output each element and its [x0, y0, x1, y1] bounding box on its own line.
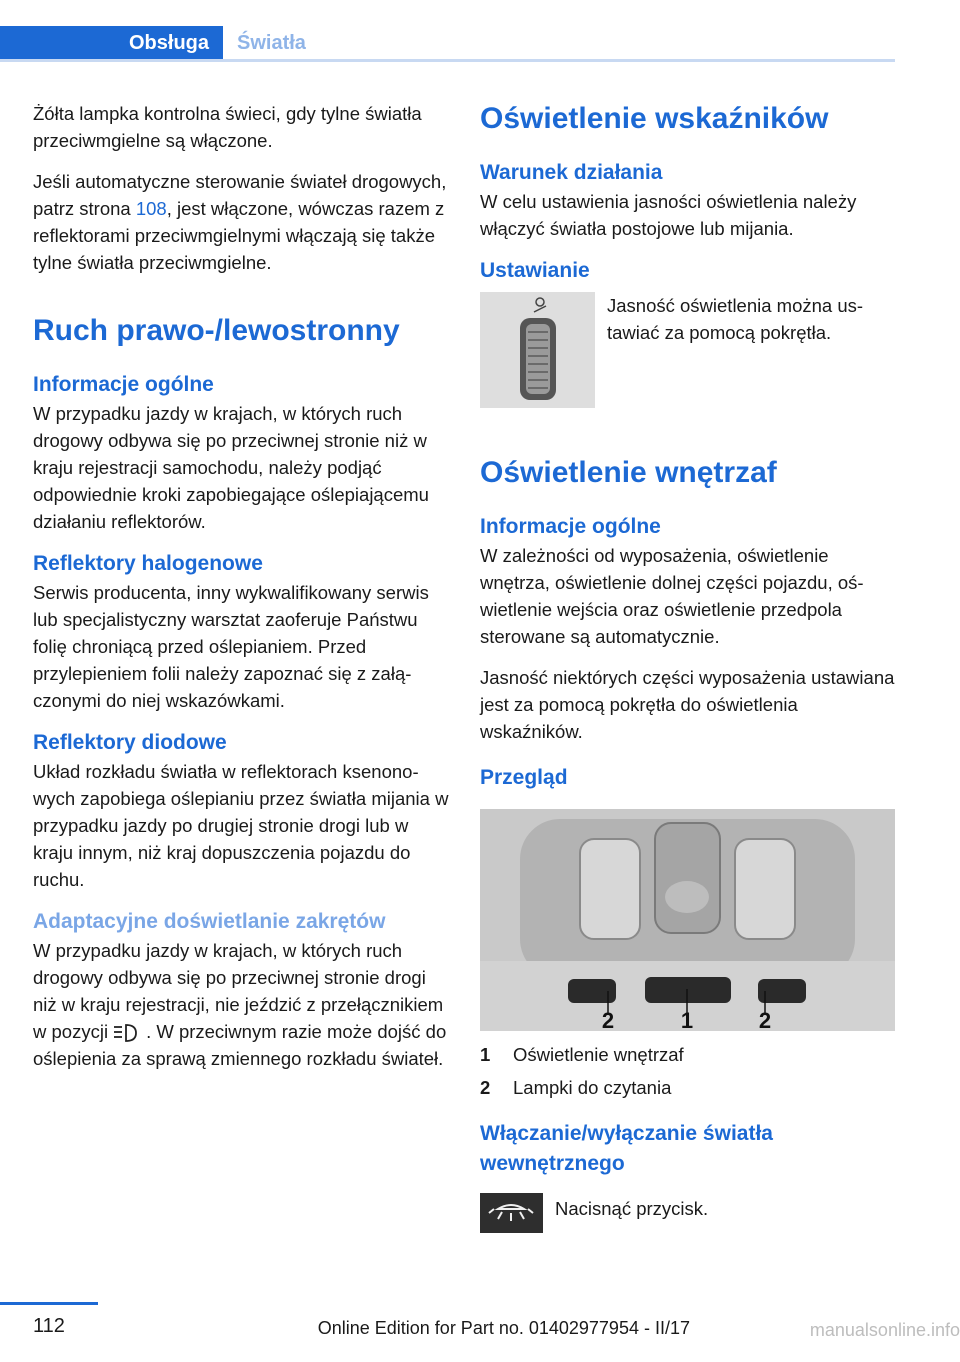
legend-item [480, 1041, 895, 1068]
paragraph-led: Układ rozkładu światła w reflektorach ksenonowych zapobiega oślepianiu przez światła mijania w przypadku jazdy po drugiej stronie drogi lub w kraju innym, niż kraj dopuszczenia pojazdu do ruchu. [33, 761, 449, 890]
headlight-beam-icon [112, 1021, 142, 1045]
legend-text: Oświetlenie wnętrzaf [513, 1044, 684, 1065]
heading-led: Reflektory diodowe [33, 731, 227, 754]
page-header [0, 0, 895, 62]
legend-text: Lampki do czytania [513, 1077, 672, 1098]
interior-light-button-icon [480, 1193, 543, 1233]
setting-row [480, 292, 895, 408]
callout-label: 2 [601, 1008, 615, 1031]
text: , jest włączone, wówczas razem z reflektorami przeciwmgielnymi włączają się także tylne światła przeciwmgielne. [33, 198, 445, 273]
paragraph-condition: W celu ustawienia jasności oświetlenia należy włączyć światła postojowe lub mijania. [480, 191, 857, 239]
dimmer-wheel-figure [480, 292, 595, 408]
page-number: 112 [33, 1315, 65, 1337]
overhead-console-figure [480, 809, 895, 1031]
heading-general-info-interior: Informacje ogólne [480, 515, 661, 538]
text: W przypadku jazdy w krajach, w których ruch drogowy odbywa się po przeciwnej stronie drogi niż w kraju rejestracji, nie jeździć z przełącznikiem w pozycji [33, 940, 444, 1042]
text: Jeśli automatyczne sterowanie świateł drogowych, patrz strona [33, 171, 447, 219]
switch-description: Nacisnąć przycisk. [555, 1198, 709, 1219]
heading-condition: Warunek działania [480, 161, 663, 184]
paragraph-adaptive [33, 937, 451, 1072]
paragraph-halogen: Serwis producenta, inny wykwalifikowany serwis lub specjalistyczny warsztat zaoferuje Państwu folię chroniącą przed oślepianiem. Przed przylepieniem folii należy zapoznać się z załączonymi do niej wskazówkami. [33, 582, 429, 711]
watermark: manualsonline.info [809, 1320, 960, 1340]
paragraph-fog-lamp: Żółta lampka kontrolna świeci, gdy tylne światła przeciwmgielne są włączone. [33, 103, 422, 151]
left-column [33, 100, 451, 1086]
legend-item [480, 1074, 895, 1101]
heading-interior-lighting: Oświetlenie wnętrzaf [480, 456, 777, 489]
heading-traffic-side: Ruch prawo-/lewostronny [33, 314, 400, 347]
header-divider [0, 59, 895, 62]
footer-rule [0, 1302, 98, 1305]
setting-description: Jasność oświetlenia można ustawiać za pomocą pokrętła. [607, 295, 864, 343]
legend-number: 2 [480, 1077, 491, 1098]
paragraph-general-info: W przypadku jazdy w krajach, w których ruch drogowy odbywa się po przeciwnej stronie niż w kraju rejestracji samochodu, należy podjąć odpowiednie kroki zapobiegające oślepiającemu działaniu reflektorów. [33, 403, 429, 532]
section-tab[interactable]: Światła [237, 32, 306, 54]
legend-number: 1 [480, 1044, 491, 1065]
heading-general-info: Informacje ogólne [33, 373, 214, 396]
heading-adaptive: Adaptacyjne doświetlanie zakrętów [33, 910, 386, 933]
page-link-108[interactable]: 108 [135, 198, 167, 219]
heading-overview: Przegląd [480, 766, 568, 789]
heading-halogen: Reflektory halogenowe [33, 552, 263, 575]
callout-label: 2 [758, 1008, 772, 1031]
edition-text: Online Edition for Part no. 01402977954 - II/17 [317, 1318, 690, 1338]
paragraph-interior-info-2: Jasność niektórych części wyposażenia ustawiana jest za pomocą pokrętła do oświetlenia wskaźników. [480, 667, 895, 742]
chapter-tab[interactable]: Obsługa [0, 26, 223, 60]
figure-legend [480, 1041, 895, 1101]
right-column [480, 100, 895, 1233]
heading-setting: Ustawianie [480, 259, 590, 282]
heading-interior-switch: Włączanie/wyłączanie światła wewnętrznego [480, 1122, 773, 1175]
text: . W przeciwnym razie może dojść do oślepienia za sprawą zmiennego rozkładu świateł. [33, 1021, 447, 1070]
paragraph-interior-info-1: W zależności od wyposażenia, oświetlenie wnętrza, oświetlenie dolnej części pojazdu, oświetlenie wejścia oraz oświetlenie przedpola sterowane są automatycznie. [480, 545, 864, 647]
paragraph-auto-control [33, 168, 451, 276]
heading-instrument-lighting: Oświetlenie wskaźników [480, 102, 829, 135]
switch-row [480, 1193, 895, 1233]
callout-label: 1 [680, 1008, 694, 1031]
